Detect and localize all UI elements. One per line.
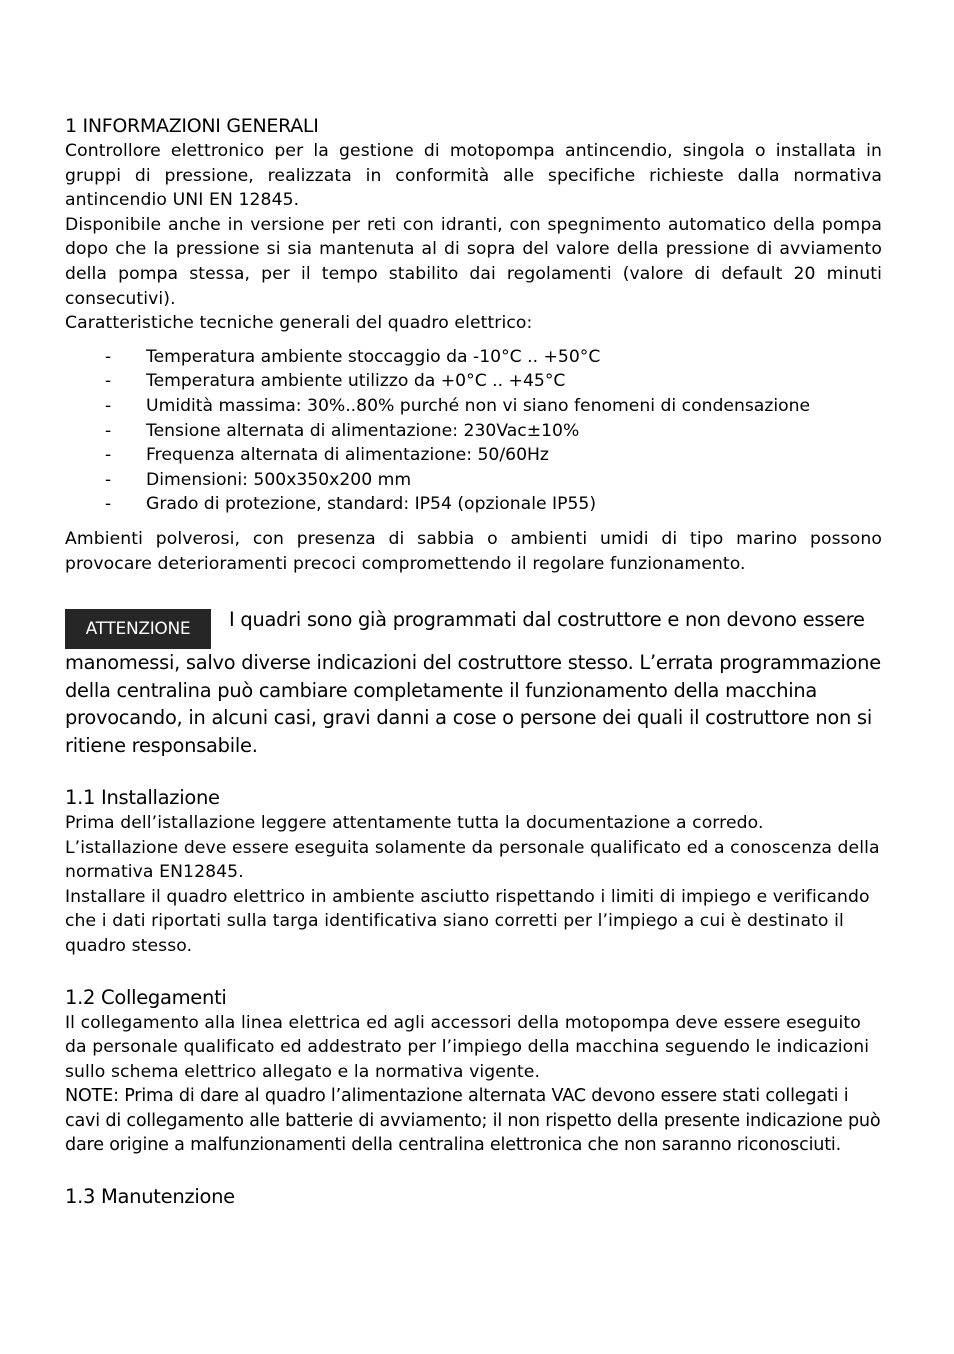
section-1-heading: 1 INFORMAZIONI GENERALI <box>65 115 319 137</box>
section-1-1 <box>65 785 882 959</box>
list-item: - Temperatura ambiente stoccaggio da -10°C .. +50°C <box>65 345 882 370</box>
warning-badge: ATTENZIONE <box>65 609 211 649</box>
bullet-dash: - <box>105 420 112 441</box>
bullet-dash: - <box>105 395 112 416</box>
section-1-1-paragraph-2: L’istallazione deve essere eseguita solamente da personale qualificato ed a conoscenza della normativa EN12845. <box>65 837 880 883</box>
bullet-dash: - <box>105 469 112 490</box>
section-1-paragraph-2: Disponibile anche in versione per reti con idranti, con spegnimento automatico della pompa dopo che la pressione si sia mantenuta al di sopra del valore della pressione di avviamento della pompa stessa, per il tempo stabilito dai regolamenti (valore di default 20 minuti consecutivi). <box>65 214 882 309</box>
bullet-dash: - <box>105 494 112 515</box>
section-1-1-paragraph-3: Installare il quadro elettrico in ambiente asciutto rispettando i limiti di impiego e verificando che i dati riportati sulla targa identificativa siano corretti per l’impiego a cui è destinato il quadro stesso. <box>65 886 870 957</box>
section-1-paragraph-3: Caratteristiche tecniche generali del quadro elettrico: <box>65 313 533 334</box>
technical-specs-list <box>65 345 882 517</box>
list-item: - Tensione alternata di alimentazione: 230Vac±10% <box>65 419 882 444</box>
list-item: - Dimensioni: 500x350x200 mm <box>65 468 882 493</box>
list-item: - Umidità massima: 30%..80% purché non vi siano fenomeni di condensazione <box>65 394 882 419</box>
section-1-2-heading: 1.2 Collegamenti <box>65 985 227 1009</box>
document-page <box>65 113 882 1210</box>
warning-text: I quadri sono già programmati dal costruttore e non devono essere manomessi, salvo diverse indicazioni del costruttore stesso. L’errata programmazione della centralina può cambiare completamente il funzionamento della macchina provocando, in alcuni casi, gravi danni a cose o persone dei quali il costruttore non si ritiene responsabile. <box>65 608 881 757</box>
section-1-1-paragraph-1: Prima dell’istallazione leggere attentamente tutta la documentazione a corredo. <box>65 813 764 834</box>
section-1-paragraph-4: Ambienti polverosi, con presenza di sabbia o ambienti umidi di tipo marino possono provocare deterioramenti precoci compromettendo il regolare funzionamento. <box>65 528 882 574</box>
bullet-dash: - <box>105 445 112 466</box>
bullet-dash: - <box>105 371 112 392</box>
list-item: - Frequenza alternata di alimentazione: 50/60Hz <box>65 443 882 468</box>
list-item: - Grado di protezione, standard: IP54 (opzionale IP55) <box>65 492 882 517</box>
section-1-3-heading: 1.3 Manutenzione <box>65 1184 235 1208</box>
section-1-1-heading: 1.1 Installazione <box>65 786 220 810</box>
warning-block <box>65 606 882 759</box>
section-1-2-note: NOTE: Prima di dare al quadro l’alimentazione alternata VAC devono essere stati collegati i cavi di collegamento alle batterie di avviamento; il non rispetto della presente indicazione può dare origine a malfunzionamenti della centralina elettronica che non saranno riconosciuti. <box>65 1086 881 1156</box>
section-1-2 <box>65 985 882 1158</box>
section-1-3 <box>65 1184 882 1210</box>
section-1-2-paragraph-1: Il collegamento alla linea elettrica ed agli accessori della motopompa deve essere eseguito da personale qualificato ed addestrato per l’impiego della macchina seguendo le indicazioni sullo schema elettrico allegato e la normativa vigente. <box>65 1012 870 1082</box>
list-item: - Temperatura ambiente utilizzo da +0°C .. +45°C <box>65 369 882 394</box>
section-1-paragraph-1: Controllore elettronico per la gestione di motopompa antincendio, singola o installata in gruppi di pressione, realizzata in conformità alle specifiche richieste dalla normativa antincendio UNI EN 12845. <box>65 141 882 211</box>
bullet-dash: - <box>105 346 112 367</box>
